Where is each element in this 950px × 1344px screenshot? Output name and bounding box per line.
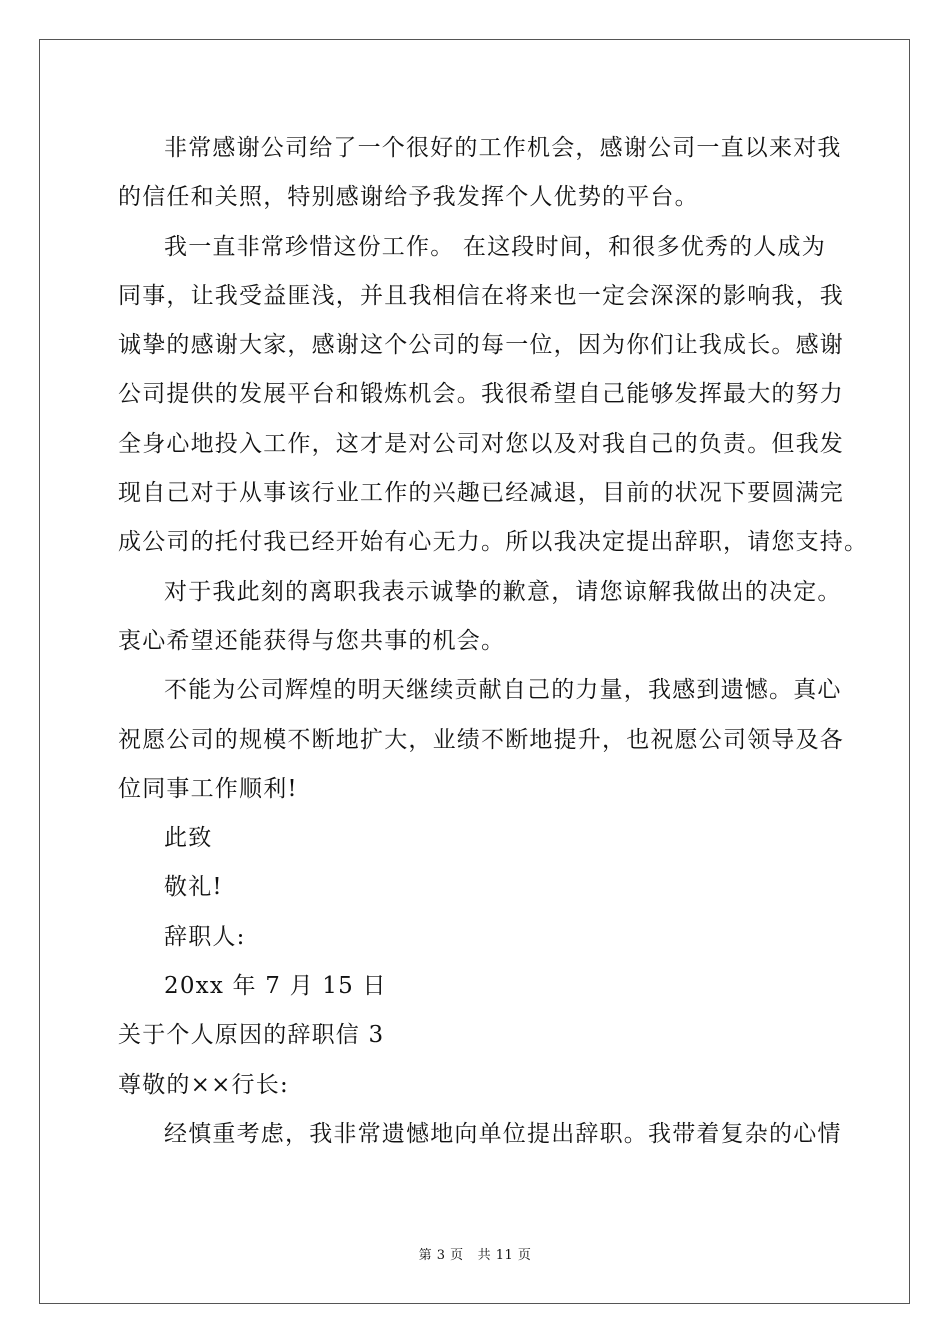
text-line: 不能为公司辉煌的明天继续贡献自己的力量，我感到遗憾。真心 <box>164 677 842 704</box>
text-line: 祝愿公司的规模不断地扩大，业绩不断地提升，也祝愿公司领导及各 <box>118 726 844 753</box>
page-number: 第 3 页 <box>418 1248 464 1263</box>
section-heading: 关于个人原因的辞职信 3 <box>118 1022 385 1049</box>
page-total: 共 11 页 <box>477 1248 532 1263</box>
text-line: 现自己对于从事该行业工作的兴趣已经减退，目前的状况下要圆满完 <box>118 480 844 507</box>
text-line: 诚挚的感谢大家，感谢这个公司的每一位，因为你们让我成长。感谢 <box>118 332 844 359</box>
letter-greeting: 尊敬的××行长: <box>118 1071 289 1098</box>
signature-label: 辞职人: <box>164 923 246 950</box>
text-line: 对于我此刻的离职我表示诚挚的歉意，请您谅解我做出的决定。 <box>164 578 842 605</box>
text-line: 衷心希望还能获得与您共事的机会。 <box>118 627 506 654</box>
text-line: 同事，让我受益匪浅，并且我相信在将来也一定会深深的影响我，我 <box>118 282 844 309</box>
text-line: 的信任和关照，特别感谢给予我发挥个人优势的平台。 <box>118 184 699 211</box>
text-line: 经慎重考虑，我非常遗憾地向单位提出辞职。我带着复杂的心情 <box>164 1120 842 1147</box>
text-line: 位同事工作顺利! <box>118 775 298 802</box>
closing-salutation: 此致 <box>164 825 213 852</box>
text-line: 非常感谢公司给了一个很好的工作机会，感谢公司一直以来对我 <box>164 135 842 161</box>
text-line: 全身心地投入工作，这才是对公司对您以及对我自己的负责。但我发 <box>118 430 844 457</box>
letter-date: 20xx 年 7 月 15 日 <box>164 973 387 1000</box>
closing-regards: 敬礼! <box>164 874 223 901</box>
page-footer <box>0 1248 950 1264</box>
document-body <box>118 124 869 1159</box>
text-line: 成公司的托付我已经开始有心无力。所以我决定提出辞职，请您支持。 <box>118 529 869 556</box>
text-line: 我一直非常珍惜这份工作。 在这段时间，和很多优秀的人成为 <box>164 233 826 260</box>
text-line: 公司提供的发展平台和锻炼机会。我很希望自己能够发挥最大的努力 <box>118 381 844 408</box>
